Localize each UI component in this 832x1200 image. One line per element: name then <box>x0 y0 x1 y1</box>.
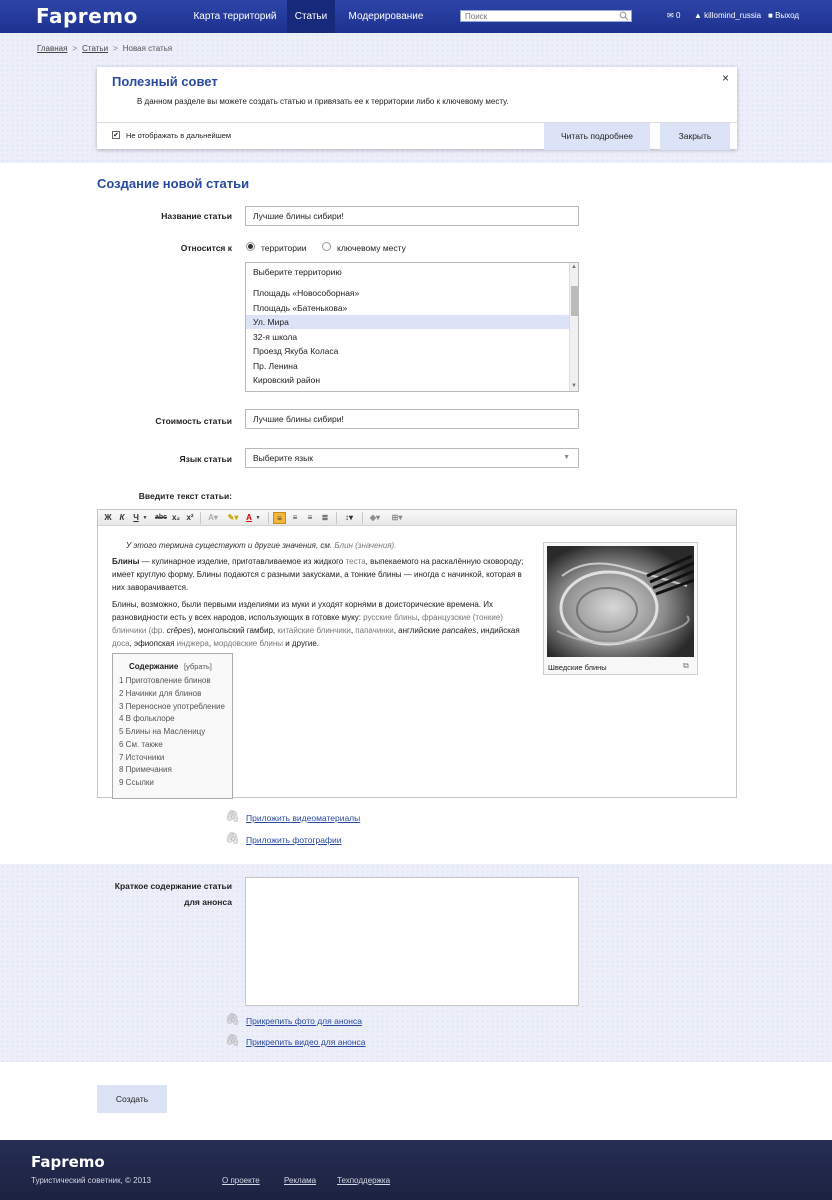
paragraph-text: , эфиопская <box>129 639 177 648</box>
toc-item[interactable]: 2 Начинки для блинов <box>119 689 202 698</box>
toolbar-separator <box>200 512 201 524</box>
territory-list-item[interactable]: 32-я школа <box>253 331 298 342</box>
article-link[interactable]: русские блины <box>363 613 418 622</box>
summary-label-line1: Краткое содержание статьи <box>114 881 232 891</box>
toc-item[interactable]: 4 В фольклоре <box>119 714 175 723</box>
underline-button[interactable]: Ч <box>133 513 139 522</box>
search-box <box>460 10 632 22</box>
article-language-label: Язык статьи <box>179 454 232 464</box>
footer-copyright: Туристический советник, © 2013 <box>31 1176 151 1185</box>
mail-count: 0 <box>675 11 681 20</box>
radio-key-place[interactable] <box>322 242 331 253</box>
line-spacing-icon[interactable]: ↕▾ <box>344 513 353 522</box>
disambiguation-note <box>126 539 396 552</box>
read-more-button[interactable]: Читать подробнее <box>544 123 650 150</box>
scroll-down-icon[interactable]: ▼ <box>571 383 577 389</box>
paperclip-icon: 🖇 <box>225 809 241 823</box>
paragraph-text: — кулинарное изделие, приготавливаемое из жидкого <box>139 557 346 566</box>
paragraph-text: , индийская <box>476 626 520 635</box>
toc-item[interactable]: 7 Источники <box>119 752 165 762</box>
editor-toolbar <box>98 510 736 526</box>
fill-color-icon[interactable]: ◈▾ <box>369 513 381 522</box>
paperclip-icon: 🖇 <box>225 831 241 845</box>
territory-list-item[interactable]: Проезд Якуба Коласа <box>253 346 339 356</box>
scroll-up-icon[interactable]: ▲ <box>571 264 577 270</box>
article-link[interactable]: (фр. <box>148 626 165 635</box>
text-style-icon[interactable]: A▾ <box>208 513 218 522</box>
tip-text: В данном разделе вы можете создать статью и привязать ее к территории либо к ключевому месту. <box>137 97 509 106</box>
article-cost-label: Стоимость статьи <box>155 416 232 426</box>
align-justify-icon[interactable]: ≣ <box>321 513 329 522</box>
align-left-icon[interactable]: ≡ <box>273 512 286 524</box>
toolbar-separator <box>362 512 363 524</box>
territory-listbox[interactable] <box>245 262 579 392</box>
toc-item[interactable]: 1 Приготовление блинов <box>119 676 211 685</box>
username: killomind_russia <box>704 11 762 20</box>
list-scrollbar[interactable] <box>569 263 578 391</box>
article-link-dough[interactable]: теста <box>345 557 366 566</box>
dropdown-arrow-icon: ▼ <box>563 454 570 461</box>
article-link[interactable]: папачинки <box>355 626 394 635</box>
strikethrough-button[interactable]: abc <box>154 514 168 521</box>
toolbar-separator <box>268 512 269 524</box>
radio-territory-button[interactable] <box>246 242 255 251</box>
create-button[interactable]: Создать <box>97 1085 167 1113</box>
footer-link-about[interactable]: О проекте <box>222 1176 260 1185</box>
superscript-button[interactable]: x² <box>186 513 194 522</box>
attach-photos-link[interactable]: Приложить фотографии <box>246 835 342 845</box>
disambiguation-link[interactable]: Блин (значения). <box>334 541 397 550</box>
dont-show-checkbox[interactable]: ✔ <box>113 132 119 139</box>
toc-item[interactable]: 9 Ссылки <box>119 778 154 787</box>
breadcrumb-articles[interactable]: Статьи <box>82 44 109 53</box>
breadcrumb-separator: > <box>113 44 118 53</box>
figure-caption: Шведские блины <box>548 663 607 672</box>
territory-list-item[interactable]: Площадь «Батенькова» <box>253 302 348 313</box>
toc-item[interactable]: 3 Переносное употребление <box>119 701 225 711</box>
footer-link-support[interactable]: Техподдержка <box>337 1176 391 1185</box>
language-select-value: Выберите язык <box>253 453 313 463</box>
font-color-dropdown-icon[interactable]: ▼ <box>255 515 261 521</box>
breadcrumb-separator: > <box>72 44 78 53</box>
close-icon[interactable]: × <box>722 71 730 85</box>
search-input[interactable] <box>461 12 611 22</box>
toc-item[interactable]: 6 См. также <box>119 740 163 749</box>
territory-list-item[interactable]: Площадь «Новособорная» <box>253 288 360 298</box>
footer <box>0 1140 832 1200</box>
editor-content[interactable] <box>98 527 736 797</box>
enlarge-icon[interactable]: ⧉ <box>683 661 689 670</box>
underline-dropdown-icon[interactable]: ▼ <box>142 515 148 521</box>
mail-icon: ✉ <box>667 11 674 20</box>
article-link[interactable]: мордовские блины <box>213 639 284 648</box>
article-link[interactable]: доса <box>112 639 130 648</box>
radio-territory-label: территории <box>261 243 307 253</box>
messages-link[interactable] <box>667 11 680 20</box>
attach-video-link[interactable]: Приложить видеоматериалы <box>246 813 361 823</box>
toc-item[interactable]: 5 Блины на Масленицу <box>119 727 206 736</box>
site-logo[interactable]: Fapremo <box>36 4 138 28</box>
logout-icon: ■ <box>768 11 773 20</box>
territory-list-item[interactable]: Пр. Ленина <box>253 360 298 371</box>
article-link[interactable]: инджера <box>176 639 209 648</box>
article-link[interactable]: китайские блинчики <box>277 626 351 635</box>
align-center-icon[interactable]: ≡ <box>292 513 298 522</box>
toc-hide-link[interactable]: [убрать] <box>184 662 212 671</box>
radio-key-place-button[interactable] <box>322 242 331 251</box>
territory-list-item-selected[interactable]: Ул. Мира <box>246 315 570 329</box>
bold-button[interactable]: Ж <box>104 513 112 522</box>
article-name-input[interactable]: Лучшие блины сибири! <box>245 206 579 226</box>
territory-list-item[interactable]: Кировский район <box>253 375 321 385</box>
align-right-icon[interactable]: ≡ <box>307 513 313 522</box>
page-title: Создание новой статьи <box>97 176 250 191</box>
territory-list-placeholder: Выберите территорию <box>253 267 342 277</box>
footer-logo[interactable]: Fapremo <box>31 1153 105 1171</box>
tip-footer <box>97 122 737 149</box>
nav-item-territory-map[interactable]: Карта территорий <box>193 11 277 22</box>
useful-tip-panel <box>97 67 737 149</box>
radio-key-place-label: ключевому месту <box>337 243 406 253</box>
attach-announce-video-link[interactable]: Прикрепить видео для анонса <box>246 1037 366 1047</box>
paragraph-text: , английские <box>393 626 443 635</box>
article-paragraph-2: Блины, возможно, были первыми изделиями из муки и уходят корнями в доисторические времена. Их разновидности есть у всех народов, использующих в готовке муку: русские блины, французские (тонкие) блинчики (фр. crêpes), монгольский гамбир, китайские блинчики, папачинки, английские pancakes, индийская доса, эфиопская инджера, мордовские блины и другие. <box>112 600 520 648</box>
nav-item-moderation[interactable]: Модерирование <box>348 11 424 22</box>
user-icon: ▲ <box>694 11 702 20</box>
article-figure <box>543 542 698 675</box>
paragraph-text: ), монгольский гамбир, <box>190 626 278 635</box>
summary-textarea[interactable] <box>245 877 579 1006</box>
subscript-button[interactable]: x₂ <box>171 513 180 522</box>
breadcrumb <box>37 44 172 53</box>
highlight-color-icon[interactable]: ✎▾ <box>227 513 239 522</box>
logout-link[interactable] <box>768 11 799 20</box>
close-tip-button[interactable]: Закрыть <box>660 123 730 150</box>
rich-text-editor <box>97 509 737 798</box>
foreign-word: crêpes <box>166 626 191 635</box>
table-icon[interactable]: ⊞▾ <box>391 513 403 522</box>
scrollbar-thumb[interactable] <box>571 286 578 316</box>
article-text-label: Введите текст статьи: <box>138 491 232 501</box>
user-profile-link[interactable] <box>694 11 761 20</box>
tip-title: Полезный совет <box>112 74 218 89</box>
article-paragraph-1 <box>112 555 528 594</box>
font-color-button[interactable]: A <box>246 513 252 522</box>
search-icon[interactable] <box>619 11 629 21</box>
paragraph-text: Блины, возможно, были первыми изделиями из муки и уходят корнями в доисторические времена. Их разновидности есть у всех народов, использующих в готовке муку: <box>112 600 493 622</box>
italic-button[interactable]: К <box>119 513 125 522</box>
nav-item-articles[interactable]: Статьи <box>287 0 335 33</box>
paragraph-text: , выпекаемого на раскалённую сковороду; имеет круглую форму. Блины подаются с разными закусками, а тонкие блины — иногда с начинкой, которая в них заворачивается. <box>112 557 524 592</box>
article-cost-input[interactable]: Лучшие блины сибири! <box>245 409 579 429</box>
language-select[interactable] <box>245 448 579 468</box>
footer-link-ads[interactable]: Реклама <box>284 1176 317 1185</box>
radio-territory[interactable] <box>246 242 255 253</box>
article-link[interactable]: французские (тонкие) блинчики <box>112 613 503 635</box>
pancake-photo[interactable] <box>547 546 694 657</box>
article-term: Блины <box>112 557 140 566</box>
paperclip-icon: 🖇 <box>225 1033 241 1047</box>
toc-item[interactable]: 8 Примечания <box>119 765 172 774</box>
summary-label-line2: для анонса <box>184 897 232 907</box>
paragraph-text: и другие. <box>283 639 320 648</box>
toc-title: Содержание <box>129 662 179 671</box>
article-name-label: Название статьи <box>161 211 232 221</box>
toolbar-separator <box>336 512 337 524</box>
paperclip-icon: 🖇 <box>225 1012 241 1026</box>
foreign-word: pancakes <box>442 626 477 635</box>
summary-label <box>92 878 232 910</box>
table-of-contents <box>112 653 233 799</box>
dont-show-label: Не отображать в дальнейшем <box>126 131 232 140</box>
top-navigation-bar <box>0 0 832 33</box>
disambiguation-text: У этого термина существуют и другие значения, см. <box>126 541 333 550</box>
breadcrumb-current: Новая статья <box>122 44 173 53</box>
relates-to-label: Относится к <box>180 243 232 253</box>
attach-announce-photo-link[interactable]: Прикрепить фото для анонса <box>246 1016 362 1026</box>
breadcrumb-home[interactable]: Главная <box>37 44 68 53</box>
logout-label: Выход <box>775 11 800 20</box>
